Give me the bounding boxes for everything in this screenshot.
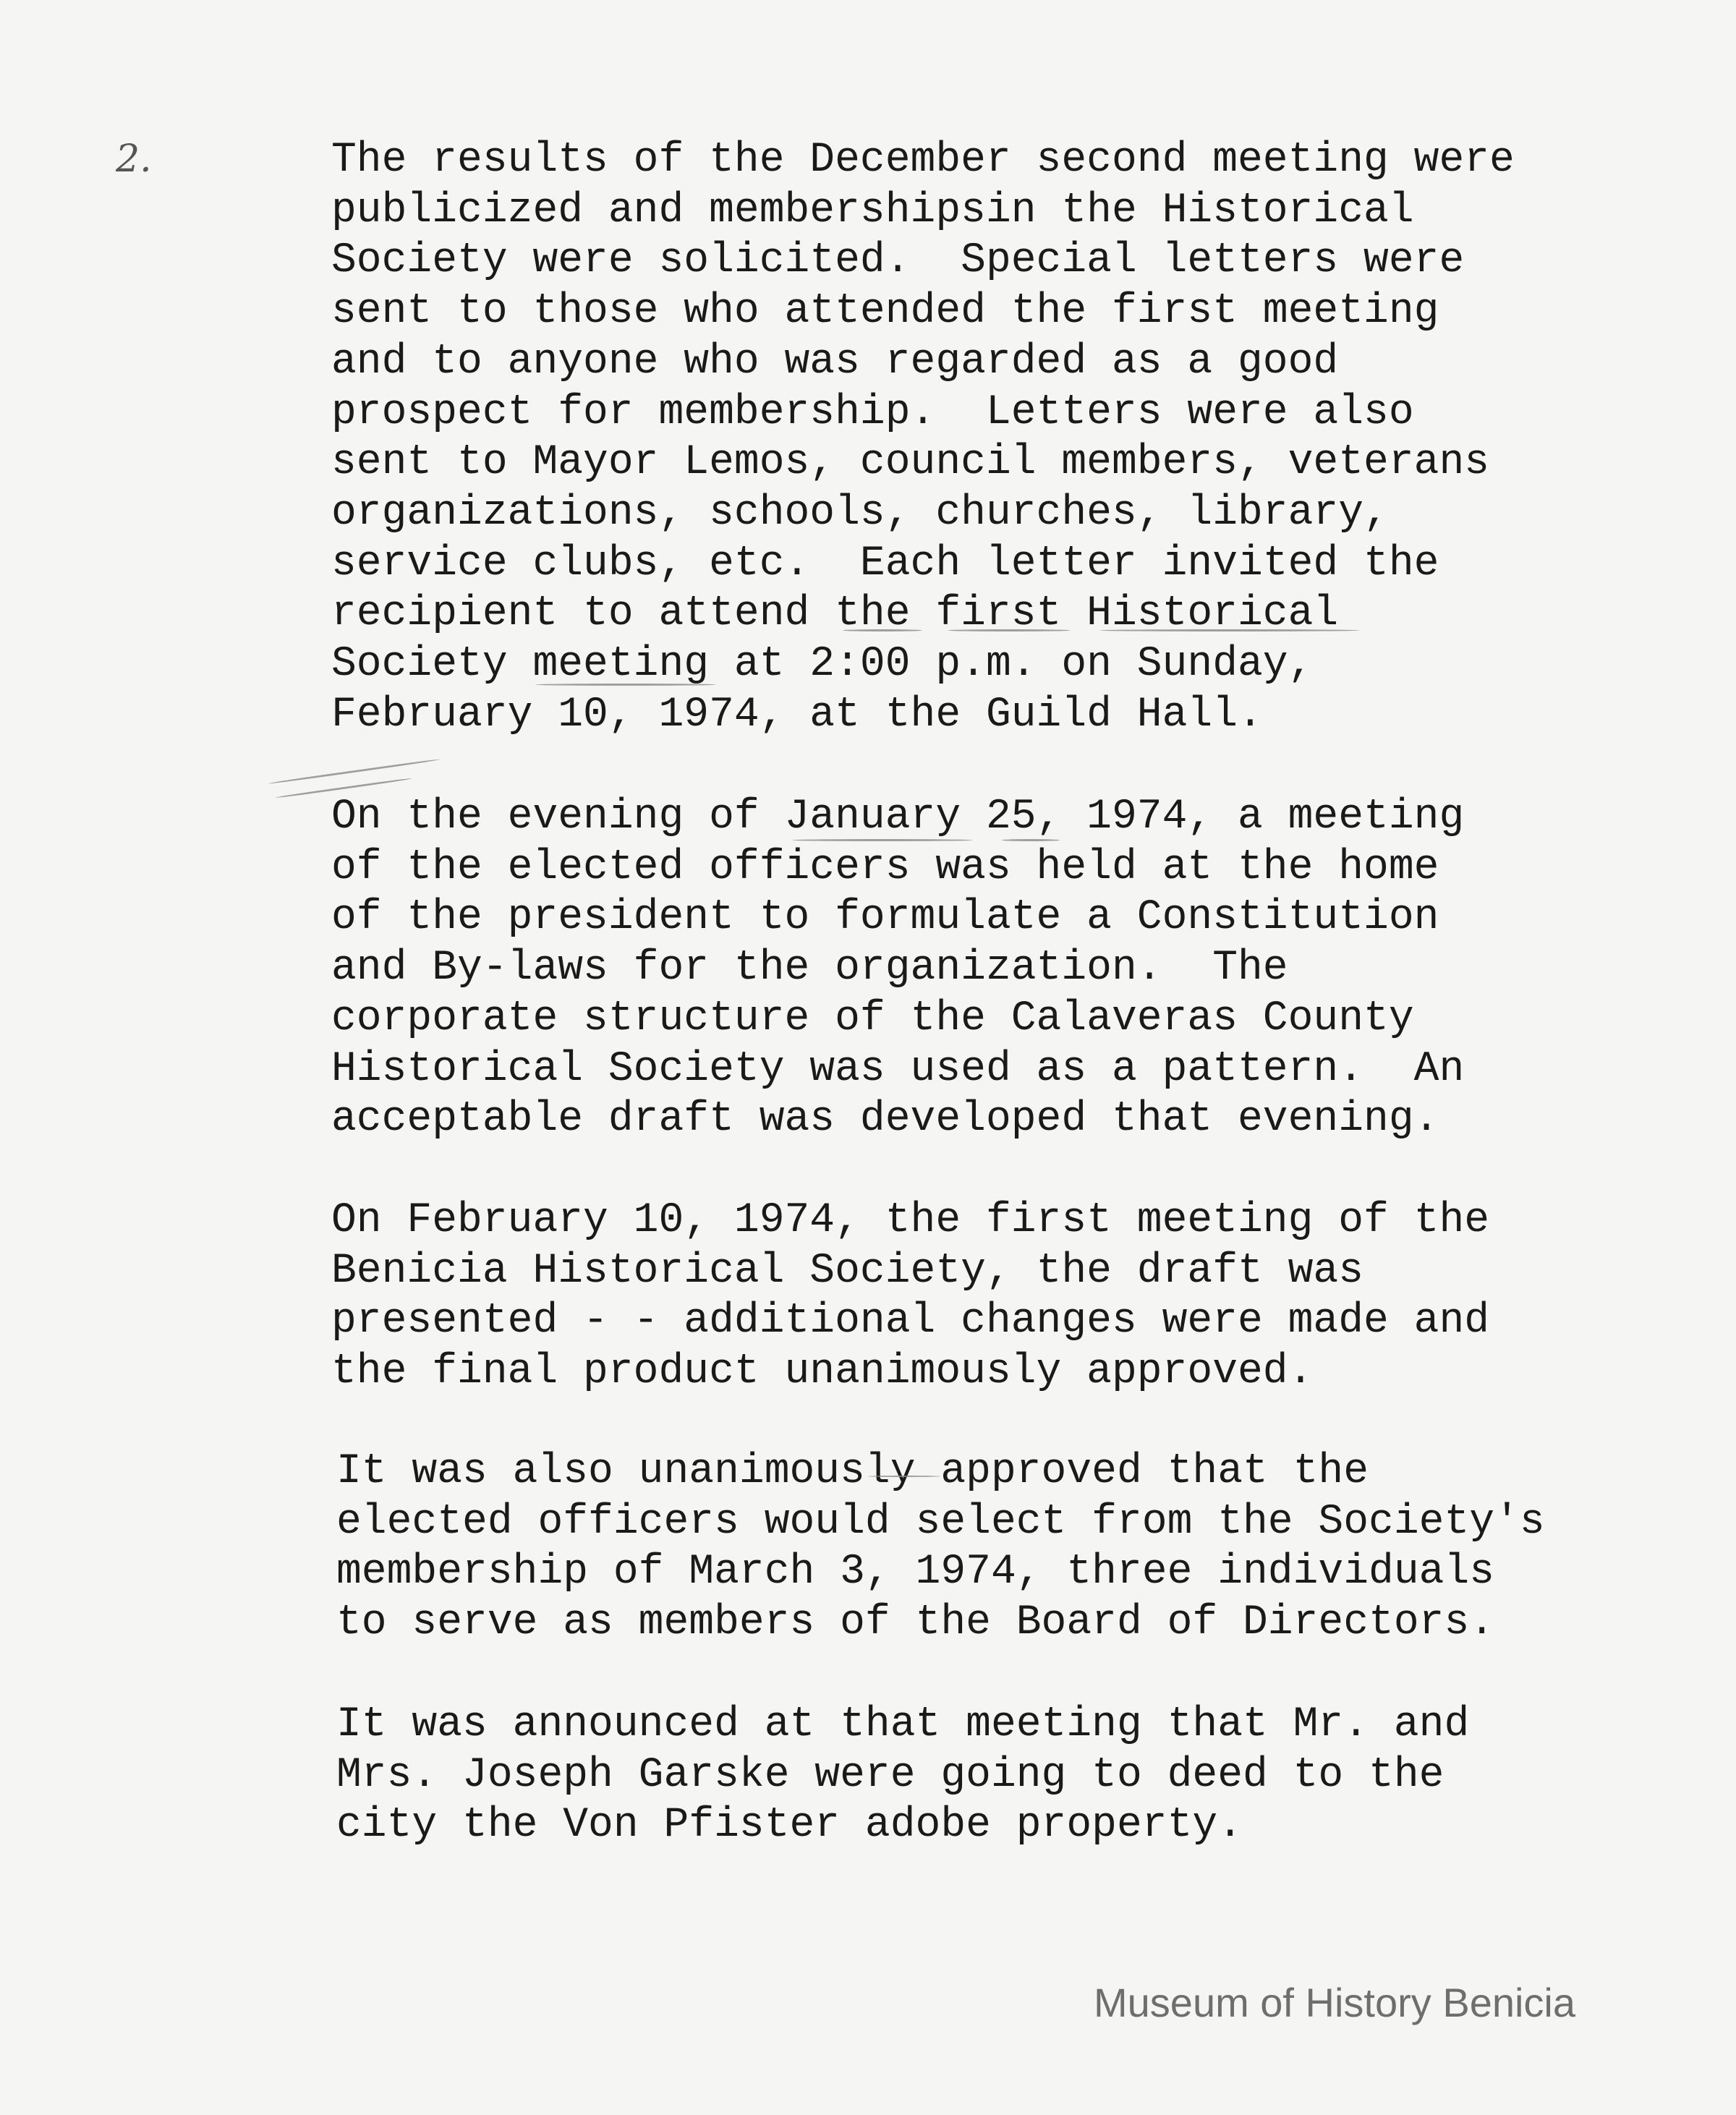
text-line: acceptable draft was developed that evening. (331, 1096, 1439, 1144)
text-line: prospect for membership. Letters were also (331, 388, 1414, 436)
text-line: service clubs, etc. Each letter invited the (331, 540, 1439, 587)
text-line: sent to those who attended the first meeting (331, 288, 1439, 336)
pencil-underline (948, 629, 1071, 631)
text-line: The results of the December second meeting were (331, 137, 1515, 184)
text-line: of the elected officers was held at the home (331, 843, 1439, 891)
text-line: Society were solicited. Special letters were (331, 237, 1465, 285)
paragraph-constitution-meeting (331, 792, 1464, 1145)
text-line: recipient to attend the first Historical (331, 590, 1339, 638)
pencil-underline (868, 1476, 940, 1477)
text-line: Benicia Historical Society, the draft was (331, 1247, 1364, 1295)
text-line: and to anyone who was regarded as a good (331, 338, 1339, 386)
text-line: On the evening of January 25, 1974, a meeting (331, 793, 1465, 841)
museum-watermark: Museum of History Benicia (1094, 1980, 1576, 2025)
paragraph-adobe-property (336, 1700, 1469, 1851)
text-line: of the president to formulate a Constitution (331, 894, 1439, 942)
text-line: It was announced at that meeting that Mr. and (336, 1701, 1470, 1748)
text-line: Mrs. Joseph Garske were going to deed to the (336, 1751, 1444, 1799)
text-line: presented - - additional changes were made and (331, 1298, 1490, 1345)
pencil-underline (843, 629, 922, 631)
text-line: Society meeting at 2:00 p.m. on Sunday, (331, 641, 1314, 689)
text-line: On February 10, 1974, the first meeting of the (331, 1197, 1490, 1244)
pencil-stroke (268, 758, 441, 784)
text-line: the final product unanimously approved. (331, 1348, 1314, 1396)
text-line: to serve as members of the Board of Directors. (336, 1599, 1495, 1647)
pencil-underline (1002, 839, 1060, 841)
text-line: sent to Mayor Lemos, council members, veterans (331, 439, 1490, 487)
text-line: It was also unanimously approved that the (336, 1448, 1369, 1495)
paragraph-board-selection (336, 1447, 1545, 1648)
text-line: and By-laws for the organization. The (331, 945, 1288, 992)
paragraph-membership-letters (331, 135, 1515, 740)
text-line: city the Von Pfister adobe property. (336, 1802, 1243, 1850)
text-line: February 10, 1974, at the Guild Hall. (331, 691, 1263, 739)
pencil-underline (1099, 629, 1360, 631)
text-line: corporate structure of the Calaveras County (331, 995, 1414, 1042)
text-line: publicized and membershipsin the Historical (331, 187, 1414, 234)
page-number: 2. (116, 137, 152, 181)
paragraph-first-meeting (331, 1196, 1489, 1397)
pencil-underline (792, 839, 973, 841)
text-line: elected officers would select from the Society's (336, 1498, 1545, 1546)
text-line: membership of March 3, 1974, three individuals (336, 1549, 1495, 1596)
text-line: Historical Society was used as a pattern. An (331, 1045, 1465, 1093)
text-line: organizations, schools, churches, library, (331, 489, 1389, 537)
pencil-underline (535, 684, 716, 686)
